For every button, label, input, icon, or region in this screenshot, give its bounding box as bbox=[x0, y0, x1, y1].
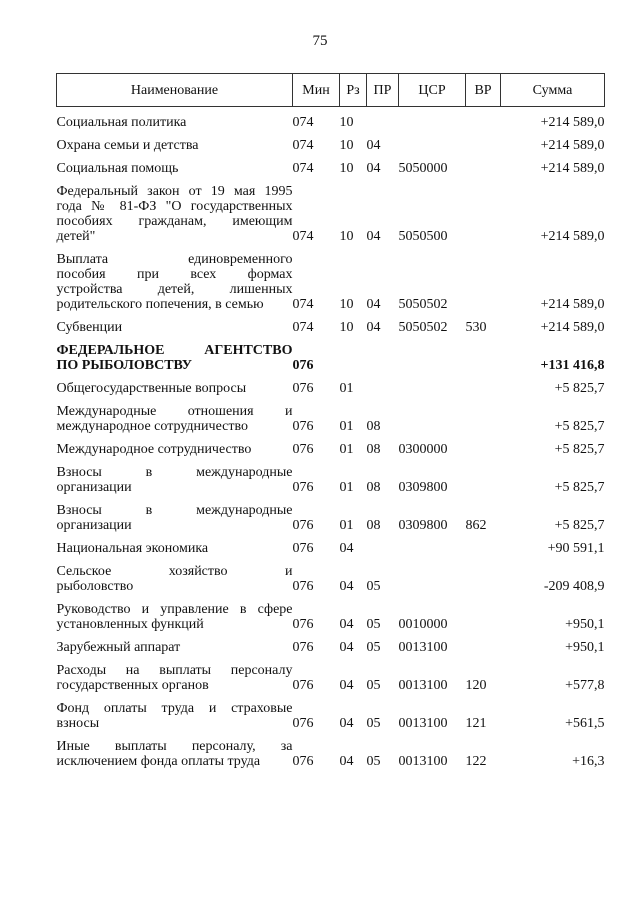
cell-csr bbox=[399, 564, 466, 594]
cell-name bbox=[57, 701, 293, 731]
cell-sum: +214 589,0 bbox=[540, 161, 605, 176]
cell-vr: 120 bbox=[465, 678, 487, 693]
cell-pr: 04 bbox=[366, 229, 381, 244]
cell-pr: 05 bbox=[366, 640, 381, 655]
cell-name-line: взносы bbox=[56, 716, 100, 731]
cell-pr bbox=[367, 115, 399, 130]
table-header-row bbox=[57, 74, 605, 107]
cell-csr: 5050502 bbox=[398, 320, 448, 335]
row-spacer-cell bbox=[57, 495, 605, 503]
cell-pr: 08 bbox=[366, 442, 381, 457]
cell-pr: 04 bbox=[366, 297, 381, 312]
cell-name bbox=[57, 252, 293, 312]
table-row bbox=[57, 343, 605, 373]
cell-pr: 04 bbox=[366, 161, 381, 176]
row-spacer bbox=[57, 495, 605, 503]
cell-name-line: Руководство и управление в сфере bbox=[56, 602, 293, 617]
cell-vr bbox=[466, 161, 501, 176]
row-spacer-cell bbox=[57, 312, 605, 320]
table-row bbox=[57, 602, 605, 632]
cell-name bbox=[57, 503, 293, 533]
cell-name-line: Субвенции bbox=[56, 320, 123, 335]
row-spacer bbox=[57, 731, 605, 739]
cell-rz: 01 bbox=[339, 518, 354, 533]
cell-vr bbox=[466, 343, 501, 373]
cell-sum: +5 825,7 bbox=[554, 419, 605, 434]
cell-name-line: рыболовство bbox=[56, 579, 134, 594]
table-row bbox=[57, 404, 605, 434]
cell-sum: -209 408,9 bbox=[543, 579, 605, 594]
table-row bbox=[57, 564, 605, 594]
cell-min: 076 bbox=[292, 419, 314, 434]
row-spacer-cell bbox=[57, 244, 605, 252]
cell-pr: 04 bbox=[366, 320, 381, 335]
header-vr: ВР bbox=[466, 74, 501, 107]
cell-name-line: международное сотрудничество bbox=[56, 419, 248, 434]
cell-name-line: государственных органов bbox=[56, 678, 209, 693]
cell-pr bbox=[367, 343, 399, 373]
cell-pr: 08 bbox=[366, 419, 381, 434]
cell-name-line: Фонд оплаты труда и страховые bbox=[56, 701, 293, 716]
cell-csr bbox=[399, 541, 466, 556]
cell-vr bbox=[466, 442, 501, 457]
cell-rz: 10 bbox=[339, 138, 354, 153]
cell-sum: +214 589,0 bbox=[540, 115, 605, 130]
cell-name bbox=[57, 381, 293, 396]
table-row bbox=[57, 503, 605, 533]
cell-sum: +5 825,7 bbox=[554, 480, 605, 495]
cell-min: 076 bbox=[292, 381, 314, 396]
cell-csr: 0300000 bbox=[398, 442, 448, 457]
row-spacer bbox=[57, 335, 605, 343]
cell-name bbox=[57, 465, 293, 495]
cell-name-line: Федеральный закон от 19 мая 1995 bbox=[56, 184, 293, 199]
cell-csr bbox=[399, 343, 466, 373]
row-spacer bbox=[57, 693, 605, 701]
cell-name-line: Охрана семьи и детства bbox=[56, 138, 199, 153]
table-row bbox=[57, 320, 605, 335]
table-row bbox=[57, 541, 605, 556]
header-pr: ПР bbox=[367, 74, 399, 107]
cell-name bbox=[57, 663, 293, 693]
cell-min: 076 bbox=[292, 640, 314, 655]
cell-rz: 10 bbox=[339, 320, 354, 335]
cell-rz: 01 bbox=[339, 480, 354, 495]
cell-csr: 5050502 bbox=[398, 297, 448, 312]
table-row bbox=[57, 115, 605, 130]
row-spacer-cell bbox=[57, 594, 605, 602]
cell-name bbox=[57, 115, 293, 130]
table-row bbox=[57, 161, 605, 176]
cell-sum: +950,1 bbox=[565, 617, 605, 632]
cell-name-line: Социальная помощь bbox=[56, 161, 179, 176]
row-spacer-cell bbox=[57, 153, 605, 161]
row-spacer bbox=[57, 312, 605, 320]
cell-name-line: Международное сотрудничество bbox=[56, 442, 252, 457]
cell-name-line: организации bbox=[56, 480, 132, 495]
cell-rz: 04 bbox=[339, 617, 354, 632]
cell-name-line: устройства детей, лишенных bbox=[56, 282, 293, 297]
cell-min: 076 bbox=[292, 541, 314, 556]
cell-rz: 04 bbox=[339, 640, 354, 655]
row-spacer-cell bbox=[57, 655, 605, 663]
cell-name-line: Общегосударственные вопросы bbox=[56, 381, 247, 396]
cell-sum: +561,5 bbox=[565, 716, 605, 731]
cell-vr bbox=[466, 465, 501, 495]
cell-name-line: исключением фонда оплаты труда bbox=[56, 754, 261, 769]
cell-name-line: родительского попечения, в семью bbox=[56, 297, 264, 312]
cell-min: 076 bbox=[292, 716, 314, 731]
cell-rz: 01 bbox=[339, 381, 354, 396]
row-spacer bbox=[57, 457, 605, 465]
cell-rz: 01 bbox=[339, 419, 354, 434]
cell-rz: 10 bbox=[339, 229, 354, 244]
header-min: Мин bbox=[293, 74, 340, 107]
row-spacer bbox=[57, 632, 605, 640]
cell-sum: +5 825,7 bbox=[554, 518, 605, 533]
cell-name-line: Расходы на выплаты персоналу bbox=[56, 663, 293, 678]
cell-csr: 0309800 bbox=[398, 518, 448, 533]
cell-vr bbox=[466, 564, 501, 594]
cell-csr: 5050000 bbox=[398, 161, 448, 176]
cell-sum: +131 416,8 bbox=[540, 358, 605, 373]
cell-name-line: Социальная политика bbox=[56, 115, 187, 130]
cell-name bbox=[57, 564, 293, 594]
cell-min: 076 bbox=[292, 480, 314, 495]
row-spacer-cell bbox=[57, 130, 605, 138]
row-spacer-cell bbox=[57, 556, 605, 564]
cell-name-line: Международные отношения и bbox=[56, 404, 293, 419]
cell-min: 074 bbox=[292, 297, 314, 312]
row-spacer bbox=[57, 153, 605, 161]
row-spacer bbox=[57, 107, 605, 116]
cell-rz: 10 bbox=[339, 115, 354, 130]
cell-name-line: детей" bbox=[56, 229, 96, 244]
cell-sum: +214 589,0 bbox=[540, 138, 605, 153]
row-spacer-cell bbox=[57, 176, 605, 184]
cell-min: 076 bbox=[292, 617, 314, 632]
cell-sum: +214 589,0 bbox=[540, 297, 605, 312]
header-name: Наименование bbox=[57, 74, 293, 107]
cell-rz: 04 bbox=[339, 754, 354, 769]
row-spacer bbox=[57, 594, 605, 602]
row-spacer-cell bbox=[57, 533, 605, 541]
cell-name bbox=[57, 184, 293, 244]
cell-name-line: ФЕДЕРАЛЬНОЕ АГЕНТСТВО bbox=[56, 343, 293, 358]
cell-min: 074 bbox=[292, 161, 314, 176]
cell-name bbox=[57, 541, 293, 556]
cell-vr bbox=[466, 252, 501, 312]
cell-csr: 0013100 bbox=[398, 754, 448, 769]
cell-rz: 01 bbox=[339, 442, 354, 457]
table-row bbox=[57, 138, 605, 153]
row-spacer bbox=[57, 556, 605, 564]
cell-csr: 0013100 bbox=[398, 678, 448, 693]
row-spacer-cell bbox=[57, 335, 605, 343]
budget-table bbox=[56, 73, 605, 769]
cell-name-line: Национальная экономика bbox=[56, 541, 209, 556]
cell-min: 074 bbox=[292, 115, 314, 130]
cell-min: 076 bbox=[292, 358, 314, 373]
row-spacer-cell bbox=[57, 693, 605, 701]
table-row bbox=[57, 739, 605, 769]
cell-rz: 10 bbox=[339, 161, 354, 176]
cell-name-line: организации bbox=[56, 518, 132, 533]
page-number: 75 bbox=[312, 33, 328, 49]
row-spacer-cell bbox=[57, 632, 605, 640]
header-rz: Рз bbox=[340, 74, 367, 107]
row-spacer bbox=[57, 655, 605, 663]
table-body bbox=[57, 107, 605, 770]
cell-min: 074 bbox=[292, 320, 314, 335]
cell-name-line: Взносы в международные bbox=[56, 503, 293, 518]
cell-vr: 862 bbox=[465, 518, 487, 533]
cell-min: 076 bbox=[292, 678, 314, 693]
cell-csr bbox=[399, 115, 466, 130]
table-row bbox=[57, 663, 605, 693]
cell-sum: +577,8 bbox=[565, 678, 605, 693]
cell-rz: 04 bbox=[339, 678, 354, 693]
cell-vr bbox=[466, 381, 501, 396]
row-spacer bbox=[57, 244, 605, 252]
cell-vr: 121 bbox=[465, 716, 487, 731]
cell-rz bbox=[340, 343, 367, 373]
table-row bbox=[57, 640, 605, 655]
table-row bbox=[57, 184, 605, 244]
row-spacer-cell bbox=[57, 396, 605, 404]
cell-min: 076 bbox=[292, 442, 314, 457]
cell-min: 074 bbox=[292, 138, 314, 153]
cell-name-line: Сельское хозяйство и bbox=[56, 564, 293, 579]
cell-min: 076 bbox=[292, 518, 314, 533]
cell-sum: +214 589,0 bbox=[540, 229, 605, 244]
cell-pr: 08 bbox=[366, 480, 381, 495]
cell-pr: 05 bbox=[366, 617, 381, 632]
cell-min: 076 bbox=[292, 579, 314, 594]
cell-vr bbox=[466, 115, 501, 130]
cell-sum: +950,1 bbox=[565, 640, 605, 655]
header-sum: Сумма bbox=[501, 74, 605, 107]
cell-sum: +214 589,0 bbox=[540, 320, 605, 335]
cell-csr: 0013100 bbox=[398, 640, 448, 655]
cell-name bbox=[57, 404, 293, 434]
table-row bbox=[57, 465, 605, 495]
cell-pr: 08 bbox=[366, 518, 381, 533]
row-spacer-cell bbox=[57, 731, 605, 739]
table-row bbox=[57, 252, 605, 312]
cell-name-line: года № 81-ФЗ "О государственных bbox=[56, 199, 293, 214]
cell-vr bbox=[466, 184, 501, 244]
cell-vr bbox=[466, 640, 501, 655]
cell-sum: +90 591,1 bbox=[547, 541, 605, 556]
cell-rz: 04 bbox=[339, 541, 354, 556]
cell-pr bbox=[367, 381, 399, 396]
cell-csr: 0010000 bbox=[398, 617, 448, 632]
header-csr: ЦСР bbox=[399, 74, 466, 107]
cell-csr: 0309800 bbox=[398, 480, 448, 495]
cell-pr: 05 bbox=[366, 579, 381, 594]
cell-csr bbox=[399, 381, 466, 396]
cell-vr bbox=[466, 602, 501, 632]
cell-vr bbox=[466, 541, 501, 556]
cell-min: 074 bbox=[292, 229, 314, 244]
cell-name bbox=[57, 442, 293, 457]
row-spacer bbox=[57, 130, 605, 138]
cell-min: 076 bbox=[292, 754, 314, 769]
cell-vr: 122 bbox=[465, 754, 487, 769]
cell-vr bbox=[466, 404, 501, 434]
cell-name-line: Иные выплаты персоналу, за bbox=[56, 739, 293, 754]
cell-name bbox=[57, 640, 293, 655]
cell-pr: 05 bbox=[366, 754, 381, 769]
cell-vr bbox=[466, 138, 501, 153]
cell-name-line: установленных функций bbox=[56, 617, 204, 632]
cell-pr bbox=[367, 541, 399, 556]
row-spacer bbox=[57, 434, 605, 442]
table-row bbox=[57, 442, 605, 457]
row-spacer-cell bbox=[57, 434, 605, 442]
cell-name-line: пособия при всех формах bbox=[56, 267, 293, 282]
row-spacer-cell bbox=[57, 457, 605, 465]
cell-name bbox=[57, 343, 293, 373]
cell-rz: 04 bbox=[339, 716, 354, 731]
cell-name-line: Взносы в международные bbox=[56, 465, 293, 480]
cell-sum: +5 825,7 bbox=[554, 381, 605, 396]
cell-name-line: пособиях гражданам, имеющим bbox=[56, 214, 293, 229]
cell-csr: 5050500 bbox=[398, 229, 448, 244]
cell-pr: 05 bbox=[366, 678, 381, 693]
row-spacer-cell bbox=[57, 373, 605, 381]
cell-rz: 04 bbox=[339, 579, 354, 594]
cell-csr bbox=[399, 404, 466, 434]
cell-name-line: ПО РЫБОЛОВСТВУ bbox=[56, 358, 193, 373]
cell-sum: +5 825,7 bbox=[554, 442, 605, 457]
cell-name-line: Выплата единовременного bbox=[56, 252, 293, 267]
cell-csr bbox=[399, 138, 466, 153]
row-spacer bbox=[57, 533, 605, 541]
cell-name bbox=[57, 739, 293, 769]
cell-rz: 10 bbox=[339, 297, 354, 312]
row-spacer bbox=[57, 396, 605, 404]
cell-name bbox=[57, 138, 293, 153]
cell-name bbox=[57, 161, 293, 176]
cell-name-line: Зарубежный аппарат bbox=[56, 640, 181, 655]
row-spacer-cell bbox=[57, 107, 605, 116]
cell-sum: +16,3 bbox=[572, 754, 605, 769]
cell-pr: 04 bbox=[366, 138, 381, 153]
row-spacer bbox=[57, 176, 605, 184]
table-row bbox=[57, 701, 605, 731]
cell-vr: 530 bbox=[465, 320, 487, 335]
cell-csr: 0013100 bbox=[398, 716, 448, 731]
cell-name bbox=[57, 320, 293, 335]
table-row bbox=[57, 381, 605, 396]
row-spacer bbox=[57, 373, 605, 381]
cell-pr: 05 bbox=[366, 716, 381, 731]
cell-name bbox=[57, 602, 293, 632]
